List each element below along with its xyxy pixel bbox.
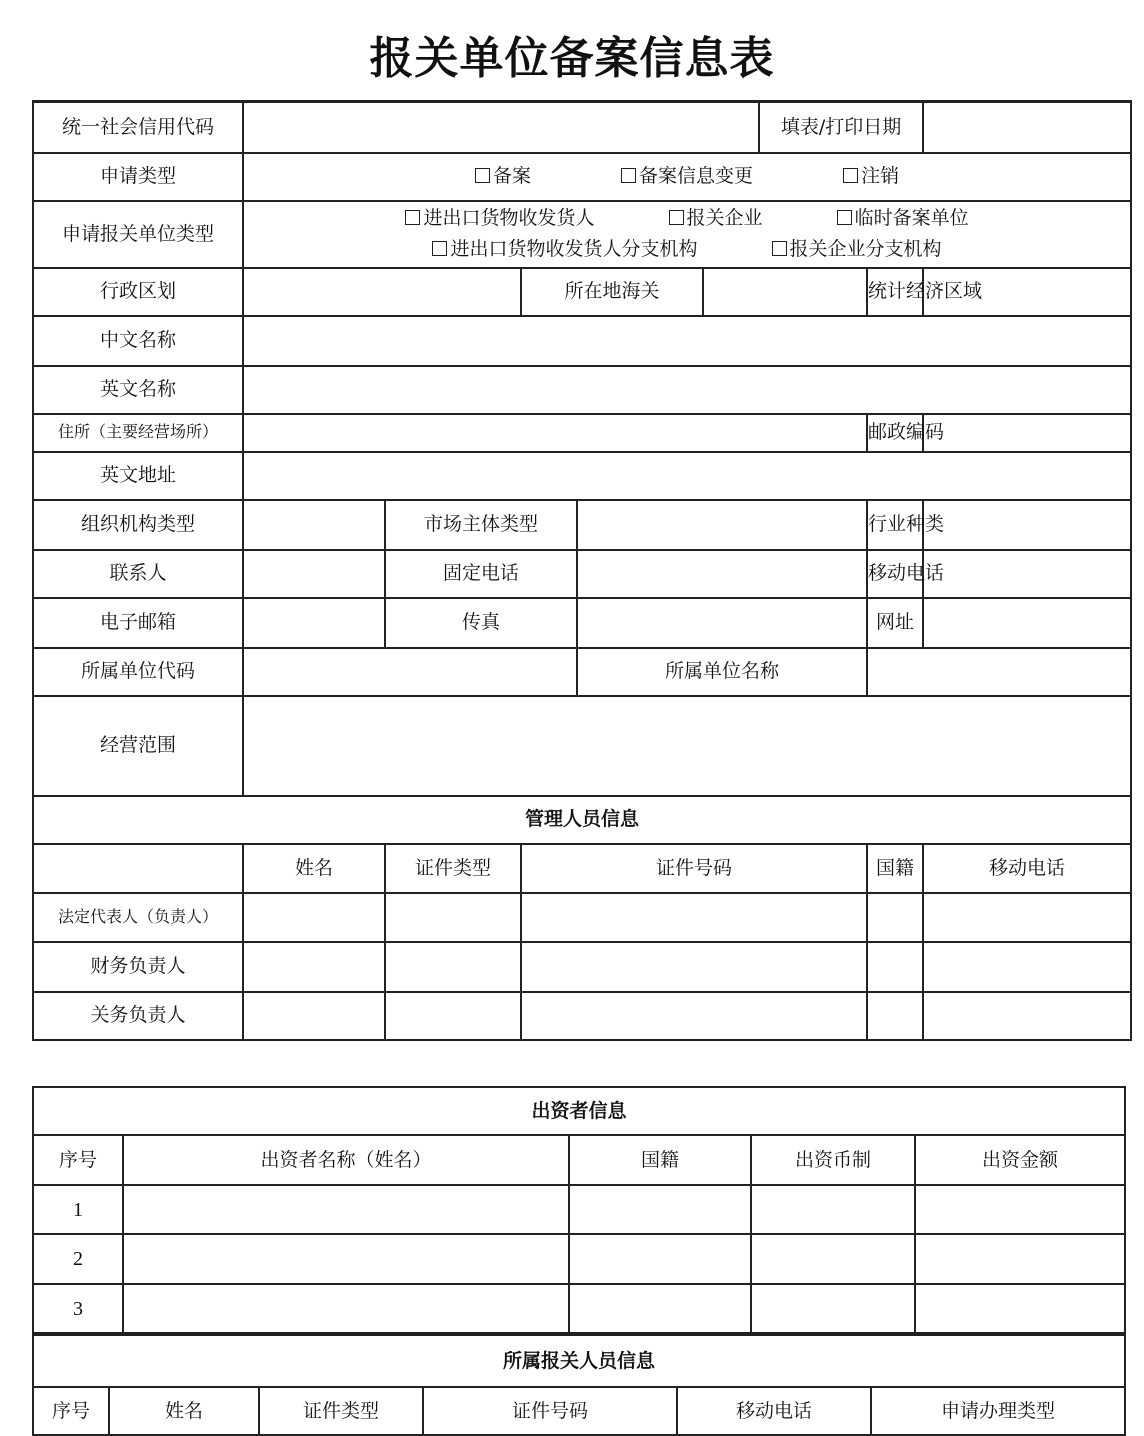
market-type-field[interactable]	[577, 500, 867, 550]
manager-cell[interactable]	[521, 942, 867, 992]
apply-option-cancel[interactable]: 注销	[843, 164, 899, 189]
manager-cell[interactable]	[243, 893, 385, 942]
brokers-header-mobile: 移动电话	[677, 1387, 871, 1435]
region-field[interactable]	[243, 268, 521, 316]
postcode-label: 邮政编码	[867, 414, 923, 452]
investors-header-amount: 出资金额	[915, 1135, 1125, 1185]
apply-type-label: 申请类型	[33, 153, 243, 201]
fax-label: 传真	[385, 598, 577, 648]
checkbox-icon[interactable]	[405, 210, 420, 225]
parent-code-label: 所属单位代码	[33, 648, 243, 696]
org-type-field[interactable]	[243, 500, 385, 550]
manager-cell[interactable]	[923, 942, 1131, 992]
customs-label: 所在地海关	[521, 268, 703, 316]
fax-field[interactable]	[577, 598, 867, 648]
brokers-header-name: 姓名	[109, 1387, 259, 1435]
mobile-field[interactable]	[923, 550, 1131, 598]
investor-cell[interactable]	[569, 1234, 751, 1284]
manager-role-finance: 财务负责人	[33, 942, 243, 992]
fill-date-label: 填表/打印日期	[759, 102, 923, 153]
credit-code-label: 统一社会信用代码	[33, 102, 243, 153]
investor-cell[interactable]	[569, 1284, 751, 1333]
checkbox-icon[interactable]	[772, 241, 787, 256]
parent-code-field[interactable]	[243, 648, 577, 696]
investor-cell[interactable]	[751, 1185, 915, 1234]
region-label: 行政区划	[33, 268, 243, 316]
investor-cell[interactable]	[915, 1284, 1125, 1333]
manager-cell[interactable]	[243, 992, 385, 1040]
cn-name-label: 中文名称	[33, 316, 243, 366]
parent-name-field[interactable]	[867, 648, 1131, 696]
apply-type-options	[243, 153, 1131, 201]
industry-label: 行业种类	[867, 500, 923, 550]
manager-cell[interactable]	[521, 992, 867, 1040]
investor-cell[interactable]	[569, 1185, 751, 1234]
unit-option-broker-branch[interactable]: 报关企业分支机构	[772, 237, 942, 262]
investors-table	[32, 1086, 1126, 1334]
checkbox-icon[interactable]	[837, 210, 852, 225]
investor-row-number: 2	[33, 1234, 123, 1284]
postcode-field[interactable]	[923, 414, 1131, 452]
contact-label: 联系人	[33, 550, 243, 598]
brokers-header-no: 序号	[33, 1387, 109, 1435]
form-frame	[32, 100, 1124, 1422]
investors-header-nationality: 国籍	[569, 1135, 751, 1185]
en-address-field[interactable]	[243, 452, 1131, 500]
mobile-label: 移动电话	[867, 550, 923, 598]
checkbox-icon[interactable]	[669, 210, 684, 225]
checkbox-icon[interactable]	[843, 168, 858, 183]
registration-table	[32, 100, 1132, 1041]
investor-cell[interactable]	[915, 1185, 1125, 1234]
en-name-label: 英文名称	[33, 366, 243, 414]
scope-field[interactable]	[243, 696, 1131, 796]
apply-option-filing[interactable]: 备案	[475, 164, 531, 189]
brokers-table	[32, 1334, 1126, 1436]
unit-type-options	[243, 201, 1131, 268]
website-field[interactable]	[923, 598, 1131, 648]
checkbox-icon[interactable]	[432, 241, 447, 256]
cn-name-field[interactable]	[243, 316, 1131, 366]
checkbox-icon[interactable]	[475, 168, 490, 183]
investor-cell[interactable]	[123, 1284, 569, 1333]
manager-cell[interactable]	[867, 942, 923, 992]
unit-option-temporary[interactable]: 临时备案单位	[837, 206, 969, 231]
manager-cell[interactable]	[923, 992, 1131, 1040]
email-field[interactable]	[243, 598, 385, 648]
address-field[interactable]	[243, 414, 867, 452]
managers-header-name: 姓名	[243, 844, 385, 893]
industry-field[interactable]	[923, 500, 1131, 550]
scope-label: 经营范围	[33, 696, 243, 796]
manager-cell[interactable]	[243, 942, 385, 992]
managers-header-mobile: 移动电话	[923, 844, 1131, 893]
manager-role-customs: 关务负责人	[33, 992, 243, 1040]
managers-section-title: 管理人员信息	[33, 796, 1131, 844]
unit-option-consignee-branch[interactable]: 进出口货物收发货人分支机构	[432, 237, 697, 262]
en-name-field[interactable]	[243, 366, 1131, 414]
credit-code-field[interactable]	[243, 102, 759, 153]
investor-cell[interactable]	[751, 1284, 915, 1333]
manager-cell[interactable]	[385, 893, 521, 942]
manager-cell[interactable]	[867, 992, 923, 1040]
fill-date-field[interactable]	[923, 102, 1131, 153]
customs-field[interactable]	[703, 268, 867, 316]
manager-cell[interactable]	[521, 893, 867, 942]
manager-cell[interactable]	[385, 992, 521, 1040]
investors-header-no: 序号	[33, 1135, 123, 1185]
managers-header-id-number: 证件号码	[521, 844, 867, 893]
manager-cell[interactable]	[867, 893, 923, 942]
investor-cell[interactable]	[915, 1234, 1125, 1284]
unit-option-broker[interactable]: 报关企业	[669, 206, 763, 231]
managers-header-empty	[33, 844, 243, 893]
unit-option-consignee[interactable]: 进出口货物收发货人	[405, 206, 594, 231]
investor-cell[interactable]	[123, 1185, 569, 1234]
form-title: 报关单位备案信息表	[369, 33, 775, 84]
org-type-label: 组织机构类型	[33, 500, 243, 550]
investor-row-number: 3	[33, 1284, 123, 1333]
phone-field[interactable]	[577, 550, 867, 598]
email-label: 电子邮箱	[33, 598, 243, 648]
phone-label: 固定电话	[385, 550, 577, 598]
market-type-label: 市场主体类型	[385, 500, 577, 550]
parent-name-label: 所属单位名称	[577, 648, 867, 696]
investors-header-currency: 出资币制	[751, 1135, 915, 1185]
investor-row-number: 1	[33, 1185, 123, 1234]
checkbox-icon[interactable]	[621, 168, 636, 183]
investor-cell[interactable]	[123, 1234, 569, 1284]
brokers-header-apply-type: 申请办理类型	[871, 1387, 1125, 1435]
unit-type-label: 申请报关单位类型	[33, 201, 243, 268]
brokers-header-id-type: 证件类型	[259, 1387, 423, 1435]
manager-cell[interactable]	[923, 893, 1131, 942]
investors-header-name: 出资者名称（姓名）	[123, 1135, 569, 1185]
brokers-header-id-number: 证件号码	[423, 1387, 677, 1435]
managers-header-id-type: 证件类型	[385, 844, 521, 893]
managers-header-nationality: 国籍	[867, 844, 923, 893]
website-label: 网址	[867, 598, 923, 648]
investor-cell[interactable]	[751, 1234, 915, 1284]
manager-role-legal: 法定代表人（负责人）	[33, 893, 243, 942]
contact-field[interactable]	[243, 550, 385, 598]
en-address-label: 英文地址	[33, 452, 243, 500]
address-label: 住所（主要经营场所）	[33, 414, 243, 452]
investors-section-title: 出资者信息	[33, 1087, 1125, 1135]
brokers-section-title: 所属报关人员信息	[33, 1335, 1125, 1387]
econ-zone-label: 统计经济区域	[867, 268, 923, 316]
manager-cell[interactable]	[385, 942, 521, 992]
apply-option-change[interactable]: 备案信息变更	[621, 164, 753, 189]
